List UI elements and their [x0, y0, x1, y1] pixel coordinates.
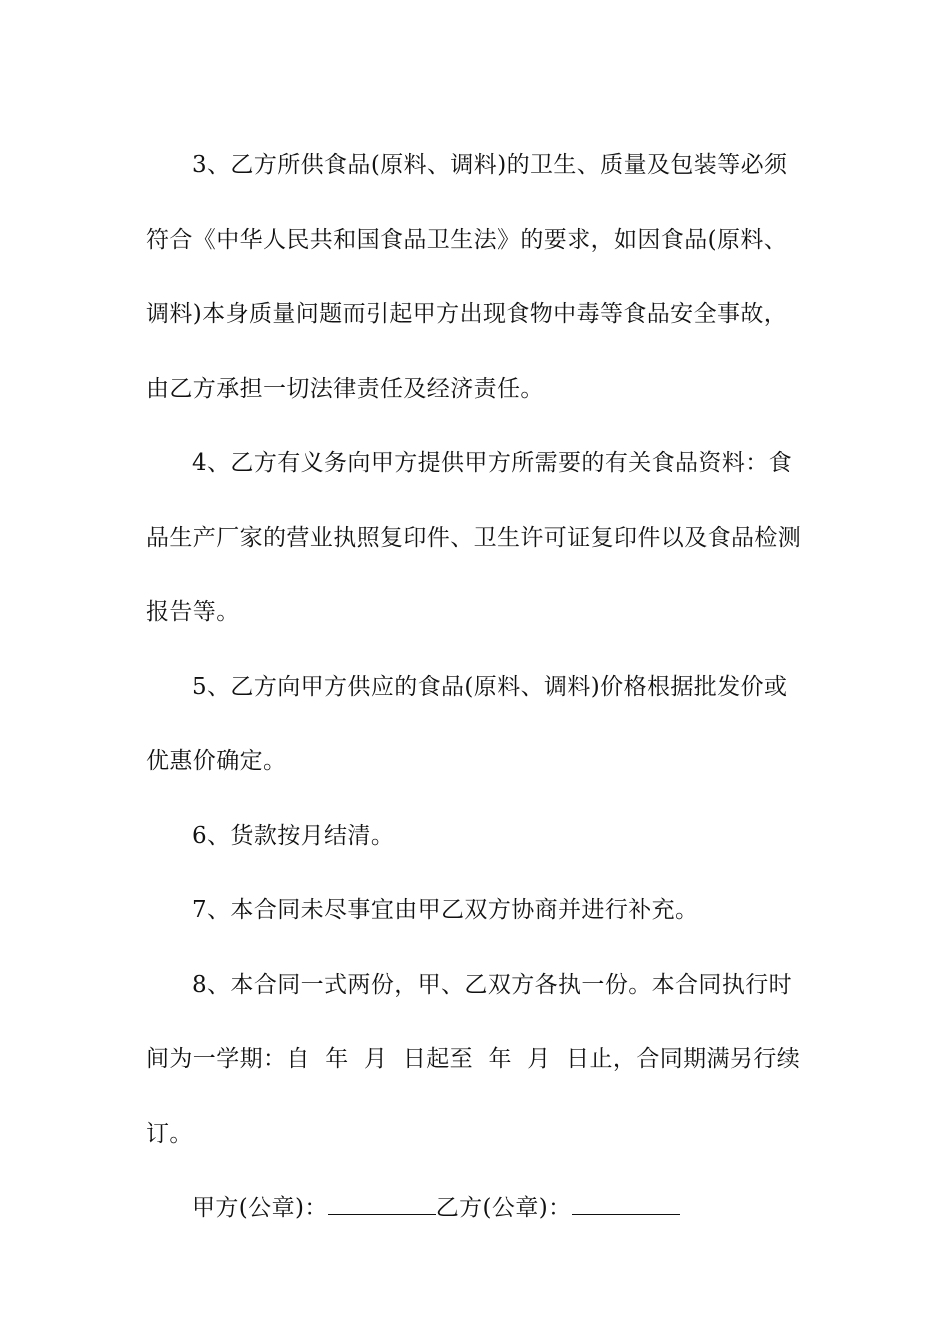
clause-6: 6、货款按月结清。	[192, 822, 395, 849]
signature-row	[146, 1171, 808, 1246]
clause-7: 7、本合同未尽事宜由甲乙双方协商并进行补充。	[192, 897, 699, 923]
clause-8: 8、本合同一式两份，甲、乙双方各执一份。本合同执行时间为一学期：自 年 月 日起至 年 月 日止，合同期满另行续订。	[146, 971, 801, 1147]
party-a-seal-label: 甲方(公章)：	[192, 1195, 328, 1221]
party-a-seal-blank	[328, 1194, 436, 1215]
clause-3: 3、乙方所供食品(原料、调料)的卫生、质量及包装等必须符合《中华人民共和国食品卫生法》的要求，如因食品(原料、调料)本身质量问题而引起甲方出现食物中毒等食品安全事故，由乙方承担一切法律责任及经济责任。	[146, 152, 788, 402]
clause-5: 5、乙方向甲方供应的食品(原料、调料)价格根据批发价或优惠价确定。	[146, 673, 788, 774]
party-b-seal-blank	[572, 1194, 680, 1215]
clause-4: 4、乙方有义务向甲方提供甲方所需要的有关食品资料：食品生产厂家的营业执照复印件、卫生许可证复印件以及食品检测报告等。	[146, 450, 802, 625]
contract-body	[146, 128, 808, 1246]
party-b-seal-label: 乙方(公章)：	[435, 1195, 572, 1221]
